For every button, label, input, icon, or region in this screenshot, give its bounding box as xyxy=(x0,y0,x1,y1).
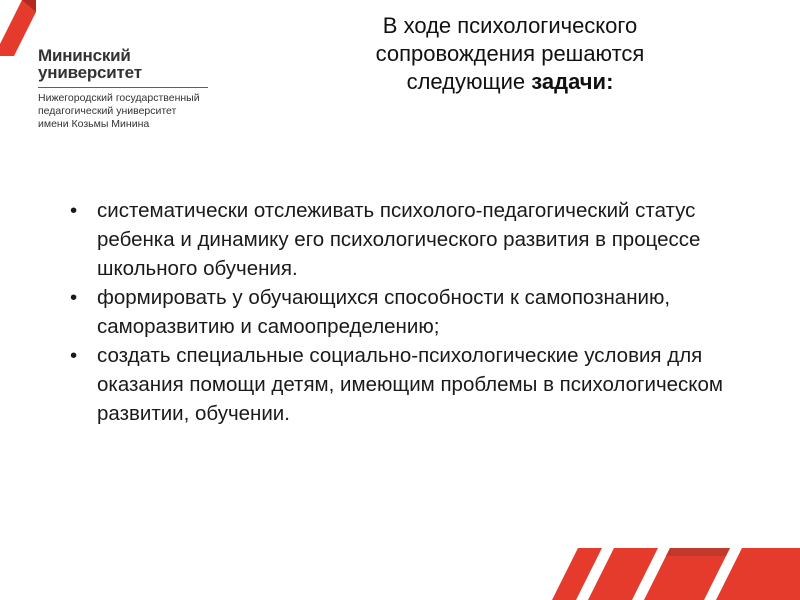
logo-mark-icon xyxy=(0,0,36,56)
title-line1: В ходе психологического xyxy=(382,13,638,38)
bullet-icon: • xyxy=(70,286,78,309)
bullet-icon: • xyxy=(70,344,78,367)
list-item-text: систематически отслеживать психолого-педагогический статус ребенка и динамику его психологического развития в процессе школьного обучения. xyxy=(97,199,701,280)
task-list xyxy=(68,196,748,428)
list-item xyxy=(68,196,748,283)
logo-divider xyxy=(38,87,208,88)
list-item-text: формировать у обучающихся способности к самопознанию, саморазвитию и самоопределению; xyxy=(97,286,671,338)
title-line2: сопровождения решаются xyxy=(375,41,645,66)
corner-decoration-icon xyxy=(540,548,800,600)
list-item-text: создать специальные социально-психологические условия для оказания помощи детям, имеющим проблемы в психологическом развитии, обучении. xyxy=(97,344,723,425)
logo-subtitle xyxy=(38,92,200,131)
list-item xyxy=(68,283,748,341)
logo-name-line1: Мининский xyxy=(38,46,131,65)
logo-sub-line1: Нижегородский государственный xyxy=(38,92,200,104)
slide-title xyxy=(270,12,750,96)
logo-sub-line3: имени Козьмы Минина xyxy=(38,118,150,130)
bullet-icon: • xyxy=(70,199,78,222)
logo-name xyxy=(38,47,142,81)
logo-sub-line2: педагогический университет xyxy=(38,105,177,117)
logo-name-line2: университет xyxy=(38,63,142,82)
title-line3-plain: следующие xyxy=(406,69,532,94)
title-line3 xyxy=(270,68,750,96)
list-item xyxy=(68,341,748,428)
university-logo xyxy=(0,0,230,150)
title-line3-bold: задачи: xyxy=(531,69,614,94)
